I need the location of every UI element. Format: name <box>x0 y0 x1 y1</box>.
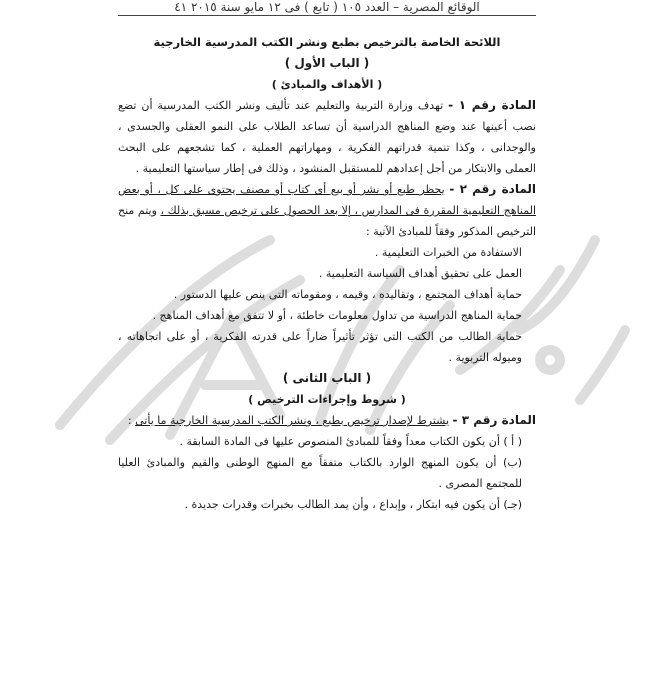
article3-item: (جـ) أن يكون فيه ابتكار ، وإبداع ، وأن يمد الطالب بخبرات وقدرات جديدة . <box>184 498 522 511</box>
article2-item: حماية الطالب من الكتب التى تؤثر تأثيراً ضاراً على قدرته الفكرية ، أو على اتجاهاته ، وميوله التربوية . <box>118 330 522 364</box>
article2 <box>118 179 536 242</box>
chapter1-title: ( الباب الأول ) <box>284 56 370 70</box>
header-divider <box>118 15 536 16</box>
chapter2-title: ( الباب الثانى ) <box>282 371 372 385</box>
article3 <box>118 410 536 431</box>
article2-item: حماية المناهج الدراسية من تداول معلومات خاطئة ، أو لا تتفق مع أهداف المناهج . <box>152 309 522 322</box>
article1-text: تهدف وزارة التربية والتعليم عند تأليف ونشر الكتب المدرسية أن تضع نصب أعينها عند وضع المناهج الدراسية أن تساعد الطلاب على النمو العقلى والجسدى ، والوجدانى ، وكذا تنمية قدراتهم الفكرية ، ومهاراتهم العملية ، كما تشجعهم على البحث العملى والابتكار من أجل إعدادهم للمستقبل المنشود ، وذلك فى إطار سياستها التعليمية . <box>118 99 536 175</box>
article2-item: الاستفادة من الخبرات التعليمية . <box>374 246 522 259</box>
article3-label: المادة رقم ٣ - <box>452 413 536 427</box>
document-body <box>118 32 536 515</box>
article2-label: المادة رقم ٢ - <box>449 182 537 196</box>
article3-text-tail: : <box>127 414 136 427</box>
chapter1-subtitle: ( الأهداف والمبادئ ) <box>271 78 383 91</box>
article2-text: ويتم منح الترخيص المذكور وفقاً للمبادئ الآتية : <box>118 204 536 238</box>
article3-text-underlined: يشترط لإصدار ترخيص بطبع ، ونشر الكتب المدرسية الخارجية ما يأتى <box>135 414 450 427</box>
article1-label: المادة رقم ١ - <box>448 98 536 112</box>
article1 <box>118 95 536 179</box>
document-title: اللائحة الخاصة بالترخيص بطبع ونشر الكتب المدرسية الخارجية <box>153 35 501 49</box>
article2-item: حماية أهداف المجتمع ، وتقاليده ، وقيمه ، ومقوماته التى ينص عليها الدستور . <box>173 288 522 301</box>
article3-item: (ب) أن يكون المنهج الوارد بالكتاب متفقاً مع المنهج الوطنى والقيم والمبادئ العليا للمجتمع المصرى . <box>118 456 522 490</box>
chapter2-subtitle: ( شروط وإجراءات الترخيص ) <box>248 393 406 406</box>
article2-item: العمل على تحقيق أهداف السياسة التعليمية . <box>318 267 522 280</box>
article2-text-underlined: يحظر طبع أو نشر أو بيع أى كتاب أو مصنف يحتوى على كل ، أو بعض المناهج التعليمية المقررة فى المدارس ، إلا بعد الحصول على ترخيص مسبق بذلك ، <box>118 183 537 217</box>
page-header: الوقائع المصرية – العدد ١٠٥ ( تابع ) فى ١٢ مايو سنة ٢٠١٥ ٤١ <box>174 0 480 14</box>
article3-item: ( أ ) أن يكون الكتاب معداً وفقاً للمبادئ المنصوص عليها فى المادة السابقة . <box>179 435 522 448</box>
